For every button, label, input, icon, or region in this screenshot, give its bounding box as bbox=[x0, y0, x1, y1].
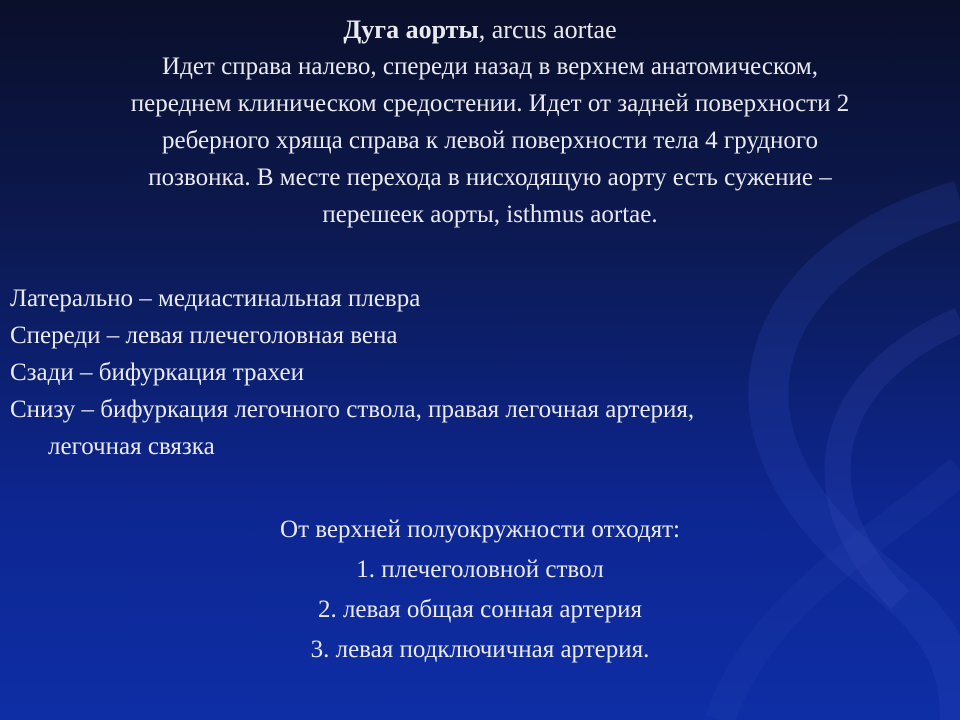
relation-inferior: Снизу – бифуркация легочного ствола, правая легочная артерия, bbox=[10, 396, 695, 423]
relation-lateral: Латерально – медиастинальная плевра bbox=[10, 285, 421, 312]
intro-paragraph bbox=[30, 48, 950, 233]
branch-item: 3. левая подключичная артерия. bbox=[310, 636, 650, 663]
relation-anterior: Спереди – левая плечеголовная вена bbox=[10, 322, 398, 349]
relations-list bbox=[10, 280, 910, 465]
intro-line: позвонка. В месте перехода в нисходящую аорту есть сужение – bbox=[148, 164, 832, 191]
intro-line: перешеек аорты, isthmus aortae. bbox=[322, 201, 658, 228]
intro-line: реберного хряща справа к левой поверхности тела 4 грудного bbox=[161, 127, 819, 154]
intro-line: переднем клиническом средостении. Идет от задней поверхности 2 bbox=[130, 90, 850, 117]
branch-item: 2. левая общая сонная артерия bbox=[317, 596, 643, 623]
branches-section bbox=[0, 510, 960, 670]
title-bold: Дуга аорты bbox=[343, 15, 479, 44]
relation-posterior: Сзади – бифуркация трахеи bbox=[10, 359, 304, 386]
intro-line: Идет справа налево, спереди назад в верхнем анатомическом, bbox=[162, 53, 818, 80]
branches-heading: От верхней полуокружности отходят: bbox=[280, 516, 680, 543]
branch-item: 1. плечеголовной ствол bbox=[356, 556, 604, 583]
relation-inferior-continuation: легочная связка bbox=[48, 433, 215, 460]
title-rest: , arcus aortae bbox=[478, 15, 617, 44]
slide-title bbox=[0, 14, 960, 46]
